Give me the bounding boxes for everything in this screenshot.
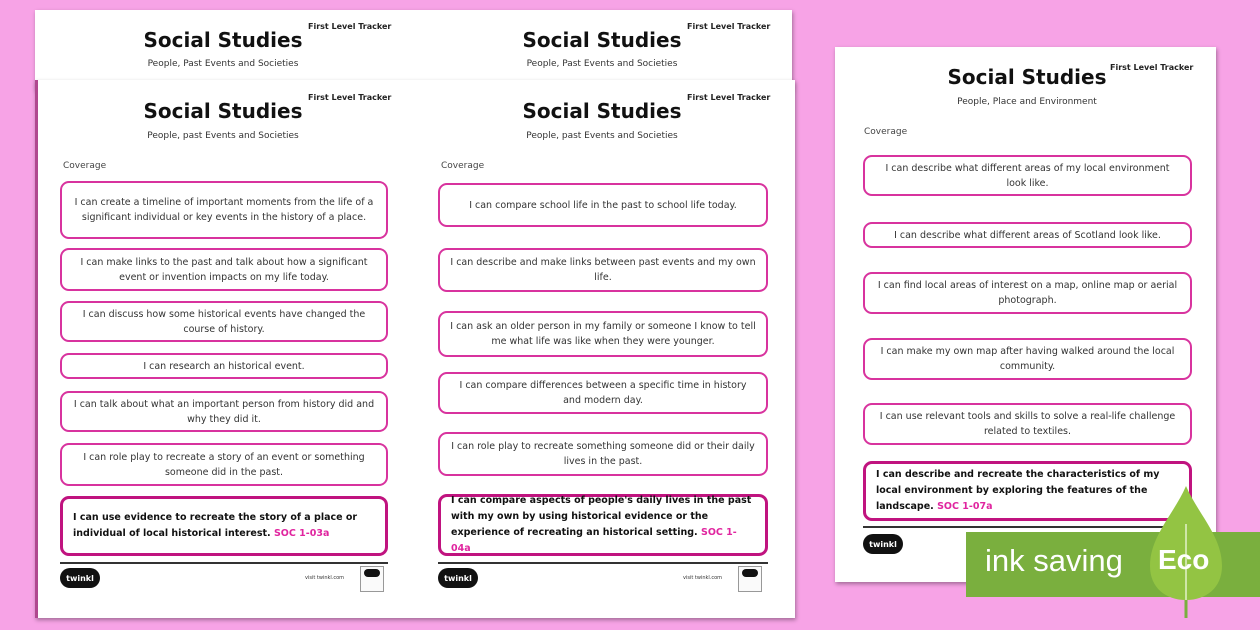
visit-link: visit twinkl.com [683,575,723,581]
worksheet-title: Social Studies [522,99,682,123]
twinkl-logo: twinkl [438,568,478,588]
coverage-item [863,272,1192,314]
footer-rule [60,562,388,564]
coverage-item [438,311,768,357]
coverage-item [60,391,388,432]
outcome-text-wrap [876,467,1179,515]
coverage-item-text: I can use relevant tools and skills to solve a real-life challenge related to textiles. [879,411,1176,437]
quality-stamp-icon [360,566,384,592]
worksheet-subtitle: People, Past Events and Societies [526,59,678,69]
coverage-item-text: I can make links to the past and talk about how a significant event or invention impacts on my life today. [80,256,368,283]
quality-stamp-icon [738,566,762,592]
footer-rule [438,562,768,564]
worksheet-subtitle: People, Place and Environment [957,97,1097,107]
worksheet-title: Social Studies [143,28,303,52]
coverage-item-text: I can discuss how some historical events have changed the course of history. [82,308,366,335]
worksheet-title: Social Studies [143,99,303,123]
coverage-item [863,155,1192,196]
coverage-item-text: I can role play to recreate a story of an event or something someone did in the past. [83,451,365,478]
coverage-item [438,183,768,227]
coverage-item [863,338,1192,380]
coverage-item [863,403,1192,445]
outcome-text: I can describe and recreate the characteristics of my local environment by exploring the features of the landscape. [876,469,1160,512]
twinkl-logo: twinkl [60,568,100,588]
coverage-item-text: I can talk about what an important person from history did and why they did it. [73,398,375,425]
twinkl-logo: twinkl [863,534,903,554]
coverage-item [438,432,768,476]
coverage-item-text: I can ask an older person in my family or someone I know to tell me what life was like when they were younger. [450,321,756,347]
worksheet-title: Social Studies [947,65,1107,89]
visit-link: visit twinkl.com [305,575,345,581]
coverage-item-text: I can research an historical event. [143,360,305,372]
tracker-label: First Level Tracker [687,22,771,31]
outcome-text: I can compare aspects of people's daily lives in the past with my own by using historical evidence or the experience of recreating an historical setting. [451,495,752,538]
outcome-code: SOC 1-03a [273,528,330,539]
tracker-label: First Level Tracker [1110,63,1194,72]
coverage-item [60,353,388,379]
coverage-item-text: I can describe what different areas of my local environment look like. [885,162,1170,189]
ink-saving-label: ink saving [985,543,1123,578]
coverage-item-text: I can create a timeline of important moments from the life of a significant individual or key events in the history of a place. [74,197,374,223]
tracker-label: First Level Tracker [687,93,771,102]
worksheet-subtitle: People, past Events and Societies [147,131,299,141]
outcome-text-wrap [451,493,755,557]
coverage-item-text: I can describe and make links between past events and my own life. [450,257,756,283]
coverage-item [438,372,768,414]
eco-label: Eco [1158,544,1210,575]
outcome-box [863,461,1192,521]
outcome-text: I can use evidence to recreate the story of a place or individual of local historical interest. [73,512,358,539]
tracker-label: First Level Tracker [308,93,392,102]
outcome-text-wrap [73,510,375,542]
worksheet-subtitle: People, Past Events and Societies [147,59,299,69]
coverage-item [438,248,768,292]
coverage-item-text: I can role play to recreate something someone did or their daily lives in the past. [451,441,755,467]
tracker-label: First Level Tracker [308,22,392,31]
coverage-item [863,222,1192,248]
coverage-item-text: I can compare differences between a specific time in history and modern day. [459,380,747,406]
coverage-label: Coverage [441,161,485,171]
coverage-label: Coverage [63,161,107,171]
coverage-item-text: I can describe what different areas of Scotland look like. [894,229,1161,241]
coverage-item-text: I can find local areas of interest on a map, online map or aerial photograph. [877,280,1178,306]
outcome-box [60,496,388,556]
outcome-code: SOC 1-04a [451,527,737,554]
footer-rule [863,526,1192,528]
worksheet-subtitle: People, past Events and Societies [526,131,678,141]
outcome-code: SOC 1-07a [937,501,993,512]
coverage-item [60,248,388,291]
coverage-label: Coverage [864,127,908,137]
worksheet-title: Social Studies [522,28,682,52]
outcome-box [438,494,768,556]
coverage-item [60,443,388,486]
coverage-item-text: I can compare school life in the past to school life today. [469,199,737,211]
coverage-item [60,301,388,342]
coverage-item [60,181,388,239]
coverage-item-text: I can make my own map after having walked around the local community. [880,346,1175,372]
